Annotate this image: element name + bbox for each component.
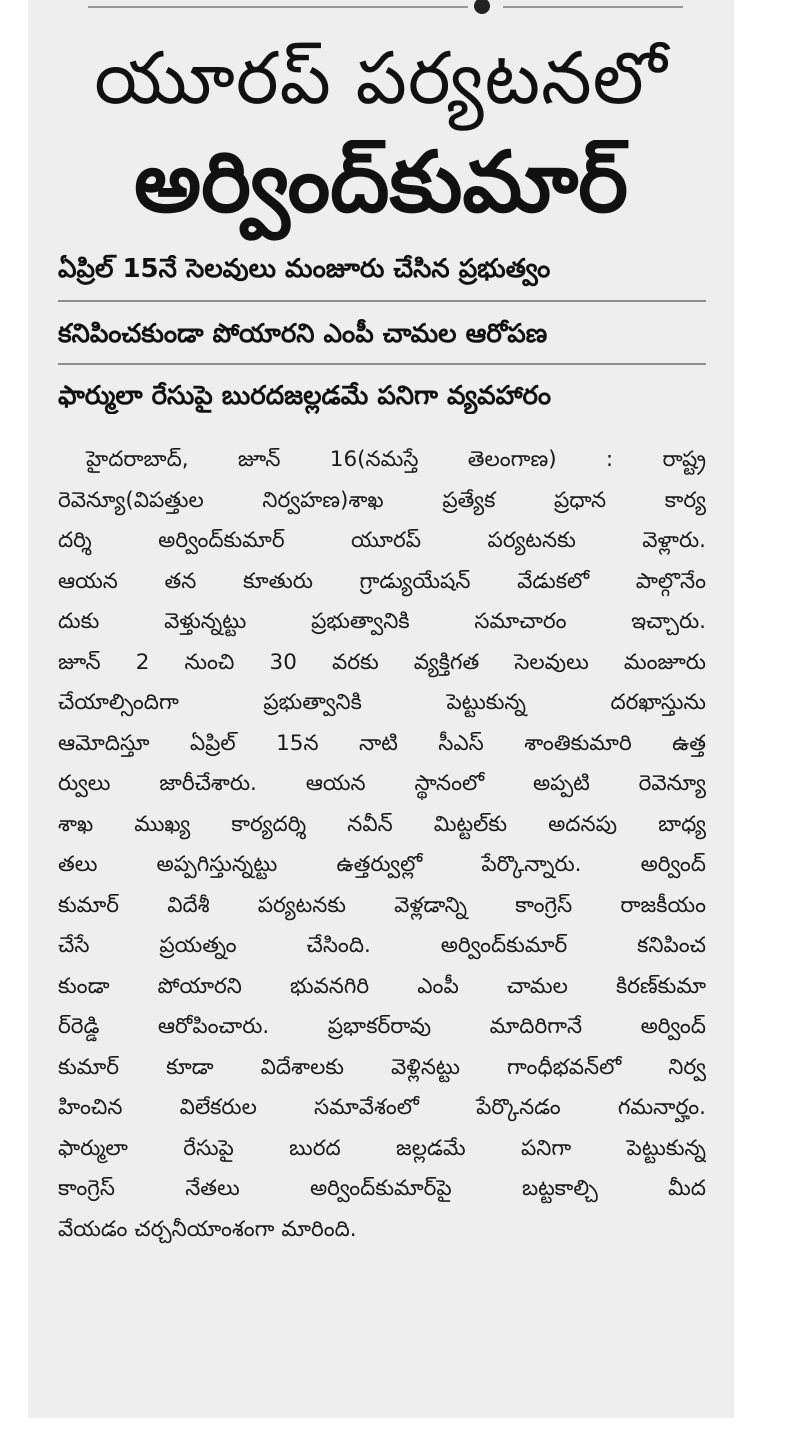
ornament-rule-right [503, 6, 683, 8]
newspaper-clipping [28, 0, 734, 1418]
deck-divider-2 [58, 363, 706, 365]
headline-line-1: యూరప్ పర్యటనలో [94, 42, 668, 120]
body-line: హైదరాబాద్, జూన్ 16(నమస్తే తెలంగాణ) : రాష్ట్ర [86, 447, 706, 472]
body-line: ర్‌రెడ్డి ఆరోపించారు. ప్రభాకర్‌రావు మాదిరిగానే అర్వింద్ [58, 1014, 706, 1039]
deck-divider-1 [58, 300, 706, 302]
body-line: జూన్ 2 నుంచి 30 వరకు వ్యక్తిగత సెలవులు మంజూరు [58, 649, 706, 675]
body-line: హించిన విలేకరుల సమావేశంలో పేర్కొనడం గమనార్హం. [58, 1095, 706, 1120]
body-line: ర్వులు జారీచేశారు. ఆయన స్థానంలో అప్పటి రెవెన్యూ [58, 771, 706, 796]
body-line: చేసే ప్రయత్నం చేసింది. అర్వింద్‌కుమార్ కనిపించ [58, 933, 706, 958]
ornament-rule-left [88, 6, 468, 8]
body-line: తలు అప్పగిస్తున్నట్టు ఉత్తర్వుల్లో పేర్కొన్నారు. అర్వింద్ [58, 852, 706, 877]
deck-line-3: ఫార్ములా రేసుపై బురదజల్లడమే పనిగా వ్యవహారం [58, 381, 552, 411]
deck-line-1: ఏప్రిల్ 15నే సెలవులు మంజూరు చేసిన ప్రభుత్వం [58, 254, 551, 284]
top-ornament [28, 0, 734, 18]
body-line: కుమార్ కూడా విదేశాలకు వెళ్లినట్టు గాంధీభవన్‌లో నిర్వ [58, 1054, 706, 1080]
deck-line-2: కనిపించకుండా పోయారని ఎంపీ చామల ఆరోపణ [58, 319, 548, 349]
body-line: కాంగ్రెస్ నేతలు అర్వింద్‌కుమార్‌పై బట్టకాల్చి మీద [58, 1176, 706, 1201]
body-line: వేయడం చర్చనీయాంశంగా మారింది. [58, 1216, 357, 1242]
body-line: దర్శి అర్వింద్‌కుమార్ యూరప్ పర్యటనకు వెళ్లారు. [58, 528, 706, 553]
body-line: కుండా పోయారని భువనగిరి ఎంపీ చామల కిరణ్‌కుమా [58, 973, 706, 999]
body-line: ఆమోదిస్తూ ఏప్రిల్ 15న నాటి సీఎస్ శాంతికుమారి ఉత్త [58, 730, 706, 756]
body-line: కుమార్ విదేశీ పర్యటనకు వెళ్లడాన్ని కాంగ్రెస్ రాజకీయం [58, 892, 706, 918]
body-line: రెవెన్యూ(విపత్తుల నిర్వహణ)శాఖ ప్రత్యేక ప్రధాన కార్య [58, 487, 706, 513]
body-line: ఫార్ములా రేసుపై బురద జల్లడమే పనిగా పెట్టుకున్న [58, 1135, 706, 1161]
body-line: దుకు వెళ్తున్నట్టు ప్రభుత్వానికి సమాచారం ఇచ్చారు. [58, 609, 706, 634]
body-line: ఆయన తన కూతురు గ్రాడ్యుయేషన్ వేడుకలో పాల్గొనేం [58, 568, 706, 594]
headline-line-2: అర్వింద్‌కుమార్ [133, 140, 629, 231]
ornament-dot [474, 0, 490, 14]
article-body [58, 440, 706, 1250]
body-line: చేయాల్సిందిగా ప్రభుత్వానికి పెట్టుకున్న దరఖాస్తును [58, 690, 706, 715]
body-line: శాఖ ముఖ్య కార్యదర్శి నవీన్ మిట్టల్‌కు అదనపు బాధ్య [58, 811, 706, 837]
